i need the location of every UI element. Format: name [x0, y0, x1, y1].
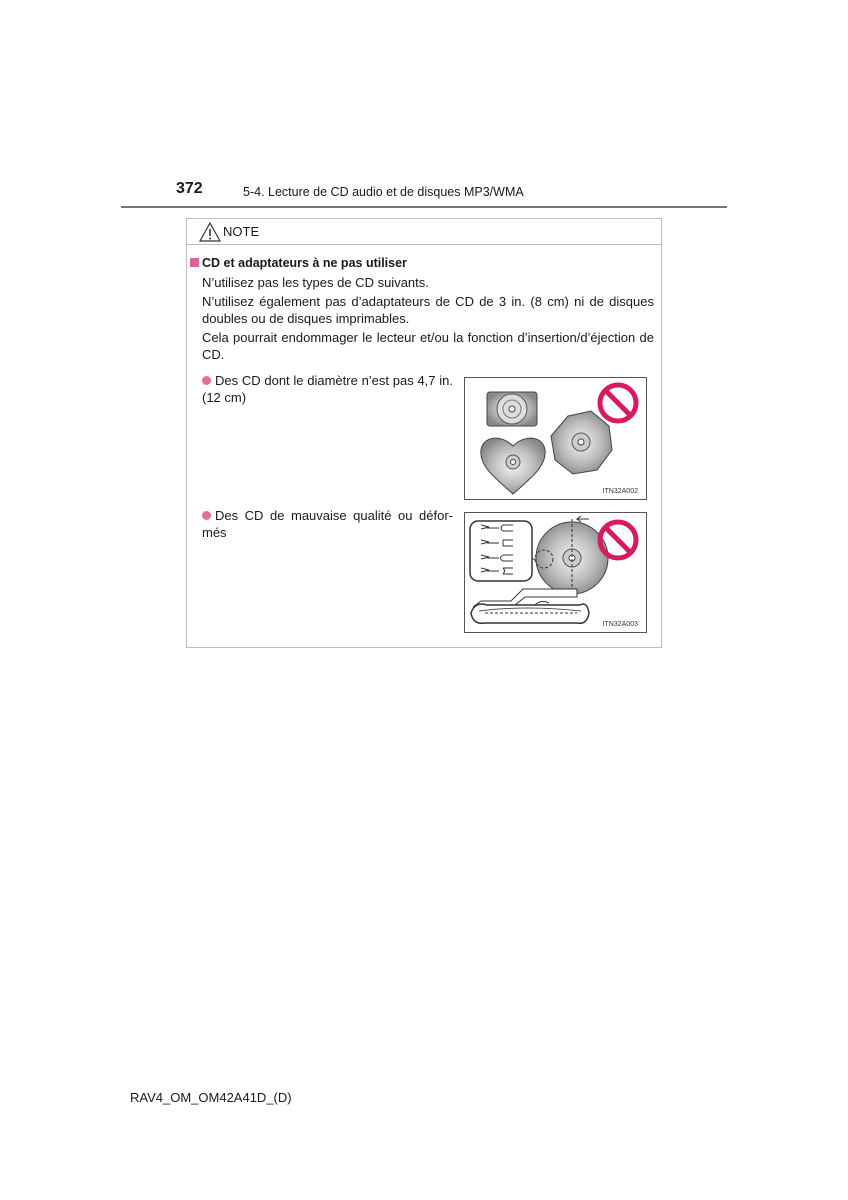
square-bullet-icon: [190, 258, 199, 267]
paragraph: N’utilisez pas les types de CD suivants.: [202, 275, 429, 290]
paragraph: Cela pourrait endommager le lecteur et/ou la fonction d’insertion/d’éjection de CD.: [202, 330, 654, 362]
section-title: 5-4. Lecture de CD audio et de disques MP3/WMA: [243, 185, 524, 199]
illustration-damaged-cds: [464, 512, 647, 633]
image-code: ITN32A003: [602, 621, 638, 628]
note-box: [186, 218, 662, 648]
header-divider: [121, 206, 727, 208]
footer-doc-code: RAV4_OM_OM42A41D_(D): [130, 1090, 292, 1105]
warning-triangle-icon: [199, 222, 221, 242]
bullet-item: Des CD dont le diamètre n’est pas 4,7 in. (12 cm): [202, 373, 453, 405]
bullet-item: Des CD de mauvaise qualité ou défor-més: [202, 508, 453, 540]
round-bullet-icon: [202, 511, 211, 520]
page-number: 372: [176, 180, 203, 197]
illustration-odd-shaped-cds: [464, 377, 647, 500]
round-bullet-icon: [202, 376, 211, 385]
note-heading: CD et adaptateurs à ne pas utiliser: [190, 256, 407, 270]
damaged-cd-drawing: [465, 513, 648, 634]
image-code: ITN32A002: [602, 488, 638, 495]
paragraph: N’utilisez également pas d’adaptateurs de CD de 3 in. (8 cm) ni de disques doubles ou de disques imprimables.: [202, 294, 654, 326]
note-label: NOTE: [223, 224, 260, 239]
odd-shaped-cd-drawing: [465, 378, 648, 501]
note-header: [187, 219, 661, 245]
